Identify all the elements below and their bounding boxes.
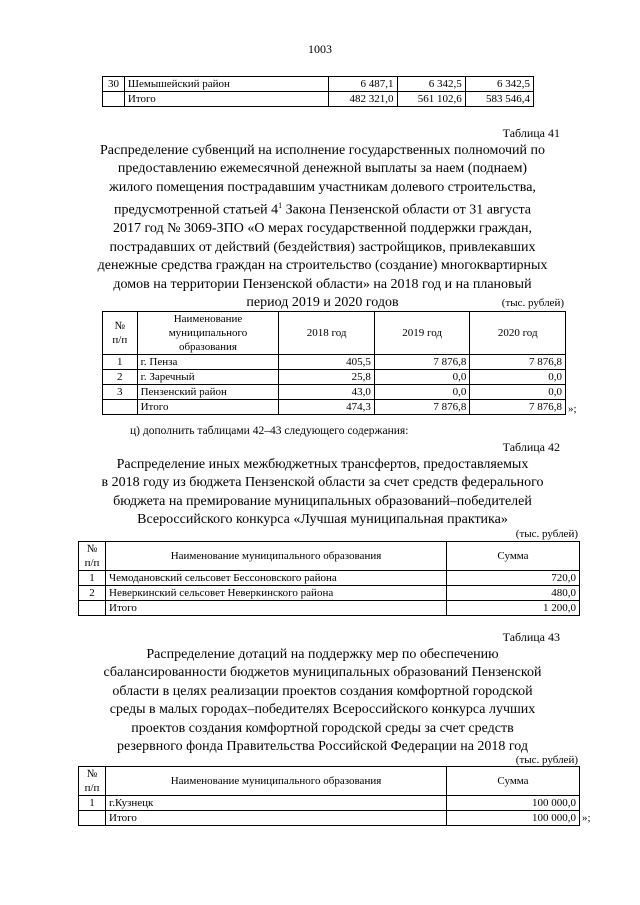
table-42-label: Таблица 42	[502, 440, 560, 454]
table-row: 2 Неверкинский сельсовет Неверкинского района 480,0	[79, 586, 580, 601]
municipality-name: Итого	[124, 92, 328, 107]
row-number: 30	[103, 77, 125, 92]
row-number	[103, 92, 125, 107]
table-41-label: Таблица 41	[502, 126, 560, 140]
value-2018: 6 487,1	[329, 77, 397, 92]
table-row: 2 г. Заречный 25,8 0,0 0,0	[103, 370, 566, 385]
table-row-total: Итого 100 000,0	[79, 811, 580, 826]
table-41-unit: (тыс. рублей)	[501, 297, 564, 309]
table-row: 1 г. Пенза 405,5 7 876,8 7 876,8	[103, 355, 566, 370]
table-row-total	[103, 92, 534, 107]
table-43-label: Таблица 43	[502, 630, 560, 644]
table-row	[103, 77, 534, 92]
table-row-total: Итого 474,3 7 876,8 7 876,8	[103, 400, 566, 415]
table-41-closing: »;	[568, 403, 577, 415]
table-42-title: Распределение иных межбюджетных трансфертов, предоставляемых в 2018 году из бюджета Пензенской области за счет средств федерального бюджета на премирование муниципальных образований–победителей Всероссийского конкурса «Лучшая муниципальная практика»	[101, 457, 544, 528]
table-43-title: Распределение дотаций на поддержку мер по обеспечению сбалансированности бюджетов муниципальных образований Пензенской области в целях реализации проектов создания комфортной городской среды в малых городах–победителях Всероссийского конкурса лучших проектов создания комфортной городской среды за счет средств резервного фонда Правительства Российской Федерации на 2018 год	[103, 647, 542, 755]
page-number: 1003	[308, 42, 332, 56]
table-row: 1 г.Кузнецк 100 000,0	[79, 796, 580, 811]
table-43-unit: (тыс. рублей)	[515, 754, 578, 766]
municipality-name: Шемышейский район	[124, 77, 328, 92]
table-row: 3 Пензенский район 43,0 0,0 0,0	[103, 385, 566, 400]
table-43	[78, 766, 580, 826]
value-2019: 6 342,5	[397, 77, 465, 92]
table-42	[78, 541, 580, 616]
table-header: № п/п Наименование муниципального образования 2018 год 2019 год 2020 год	[103, 312, 566, 355]
continuation-table	[102, 76, 534, 107]
table-row: 1 Чемодановский сельсовет Бессоновского района 720,0	[79, 571, 580, 586]
table-42-unit: (тыс. рублей)	[515, 528, 578, 540]
value-2018: 482 321,0	[329, 92, 397, 107]
table-row-total: Итого 1 200,0	[79, 601, 580, 616]
table-header: № п/п Наименование муниципального образования Сумма	[79, 542, 580, 571]
value-2020: 583 546,4	[465, 92, 533, 107]
table-41-title: Распределение субвенций на исполнение государственных полномочий по предоставлению ежемесячной денежной выплаты за наем (поднаем) жилого помещения пострадавшим участникам долевого строительства, предусмотренной статьей $4^1$ Закона Пензенской области от 31 августа 2017 год № 3069-ЗПО «О мерах государственной поддержки граждан, пострадавших от действий (бездействия) застройщиков, привлекавших денежные средства граждан на строительство (создание) многоквартирных домов на территории Пензенской области» на 2018 год и на плановый период 2019 и 2020 годов	[97, 143, 548, 310]
table-header: № п/п Наименование муниципального образования Сумма	[79, 767, 580, 796]
instruction-text: ц) дополнить таблицами 42–43 следующего содержания:	[130, 425, 409, 437]
table-43-closing: »;	[582, 812, 591, 824]
value-2019: 561 102,6	[397, 92, 465, 107]
table-41	[102, 311, 566, 415]
value-2020: 6 342,5	[465, 77, 533, 92]
